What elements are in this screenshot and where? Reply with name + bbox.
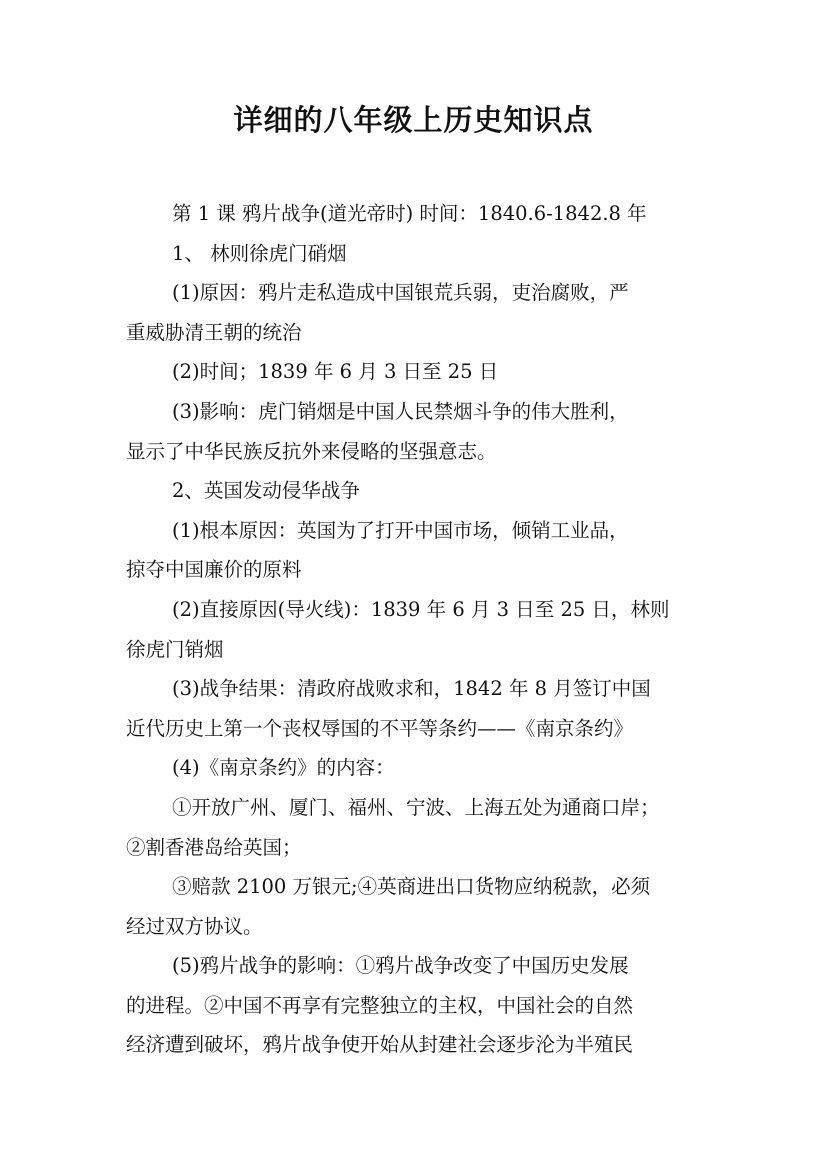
- text-line: ②割香港岛给英国；: [126, 835, 302, 859]
- text-line: (2)时间；1839 年 6 月 3 日至 25 日: [172, 360, 499, 384]
- text-line: 掠夺中国廉价的原料: [126, 558, 302, 582]
- text-line: (1)根本原因：英国为了打开中国市场，倾销工业品，: [172, 518, 629, 542]
- text-line: (2)直接原因(导火线)：1839 年 6 月 3 日至 25 日，林则: [172, 597, 670, 621]
- text-line: (4)《南京条约》的内容：: [172, 756, 395, 780]
- text-line: (3)战争结果：清政府战败求和，1842 年 8 月签订中国: [172, 677, 651, 701]
- text-line: 经济遭到破坏，鸦片战争使开始从封建社会逐步沦为半殖民: [126, 1033, 634, 1057]
- text-line: 显示了中华民族反抗外来侵略的坚强意志。: [126, 439, 497, 463]
- text-line: 2、英国发动侵华战争: [172, 479, 360, 503]
- document-title: 详细的八年级上历史知识点: [233, 103, 594, 137]
- text-line: (3)影响：虎门销烟是中国人民禁烟斗争的伟大胜利，: [172, 399, 629, 423]
- text-line: 近代历史上第一个丧权辱国的不平等条约——《南京条约》: [126, 716, 634, 740]
- text-line: (1)原因：鸦片走私造成中国银荒兵弱，吏治腐败，严: [172, 281, 629, 305]
- document-body: [126, 194, 706, 1065]
- text-line: 徐虎门销烟: [126, 637, 224, 661]
- text-line: (5)鸦片战争的影响：①鸦片战争改变了中国历史发展: [172, 954, 629, 978]
- text-line: 的进程。②中国不再享有完整独立的主权，中国社会的自然: [126, 993, 634, 1017]
- text-line: 经过双方协议。: [126, 914, 263, 938]
- text-line: ③赔款 2100 万银元;④英商进出口货物应纳税款，必须: [172, 875, 651, 899]
- text-line: 1、 林则徐虎门硝烟: [172, 241, 347, 265]
- text-line: 重威胁清王朝的统治: [126, 320, 302, 344]
- text-line: ①开放广州、厦门、福州、宁波、上海五处为通商口岸；: [172, 795, 660, 819]
- text-line: 第 1 课 鸦片战争(道光帝时) 时间：1840.6-1842.8 年: [172, 202, 647, 225]
